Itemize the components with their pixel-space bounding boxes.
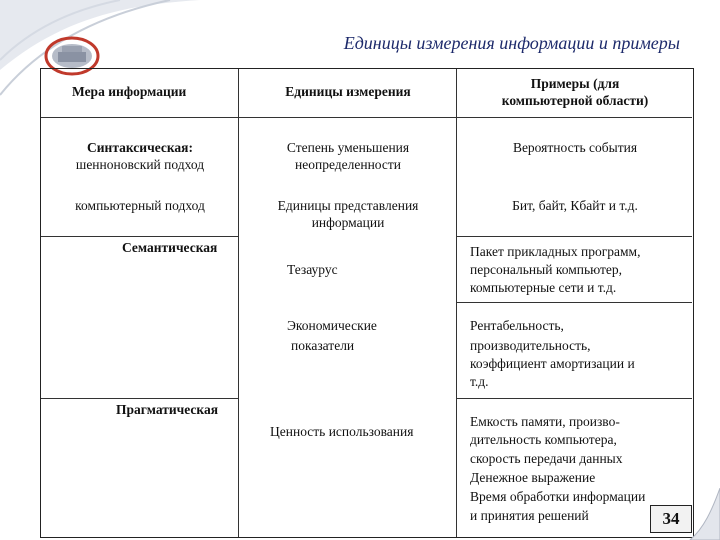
syntactic-example: Вероятность события <box>512 140 638 155</box>
thesaurus-example-line3: компьютерные сети и т.д. <box>470 280 617 295</box>
economic-example-line3: коэффициент амортизации и <box>470 356 635 371</box>
thesaurus-example-line1: Пакет прикладных программ, <box>470 244 641 259</box>
page-number: 34 <box>650 505 692 533</box>
pragmatic-example-line6: и принятия решений <box>470 508 589 523</box>
slide-title: Единицы измерения информации и примеры <box>343 33 680 53</box>
computer-units-line1: Единицы представления <box>277 198 419 213</box>
header-examples-line2: компьютерной области) <box>501 93 649 108</box>
table-row-divider <box>457 302 692 303</box>
pragmatic-example-line2: дительность компьютера, <box>470 432 617 447</box>
syntactic-units-line2: неопределенности <box>295 157 401 172</box>
economic-example-line4: т.д. <box>470 374 489 389</box>
table-row-divider <box>41 236 239 237</box>
syntactic-sub: шенноновский подход <box>75 157 205 172</box>
economic-example-line2: производительность, <box>470 338 591 353</box>
pragmatic-example-line5: Время обработки информации <box>470 489 646 504</box>
table-row-divider <box>457 236 692 237</box>
computer-units-line2: информации <box>311 215 385 230</box>
header-examples-line1: Примеры (для <box>530 76 620 91</box>
semantic-thesaurus: Тезаурус <box>287 262 338 277</box>
pragmatic-example-line1: Емкость памяти, произво- <box>470 414 620 429</box>
table-row-divider <box>41 398 239 399</box>
pragmatic-label: Прагматическая <box>116 402 219 417</box>
computer-approach-label: компьютерный подход <box>75 198 205 213</box>
economic-example-line1: Рентабельность, <box>470 318 564 333</box>
table-row-divider <box>41 117 692 118</box>
table-row-divider <box>457 398 692 399</box>
semantic-label: Семантическая <box>122 240 218 255</box>
computer-example: Бит, байт, Кбайт и т.д. <box>512 198 638 213</box>
syntactic-label: Синтаксическая: <box>87 140 193 155</box>
header-measure: Мера информации <box>72 84 187 99</box>
semantic-economic-line1: Экономические <box>287 318 377 333</box>
pragmatic-example-line3: скорость передачи данных <box>470 451 623 466</box>
table-column-divider <box>238 69 239 537</box>
table-column-divider <box>456 69 457 537</box>
pragmatic-example-line4: Денежное выражение <box>470 470 596 485</box>
header-units: Единицы измерения <box>285 84 411 99</box>
syntactic-units-line1: Степень уменьшения <box>286 140 410 155</box>
semantic-economic-line2: показатели <box>291 338 355 353</box>
thesaurus-example-line2: персональный компьютер, <box>470 262 623 277</box>
pragmatic-units: Ценность использования <box>270 424 414 439</box>
info-units-table <box>40 68 694 538</box>
